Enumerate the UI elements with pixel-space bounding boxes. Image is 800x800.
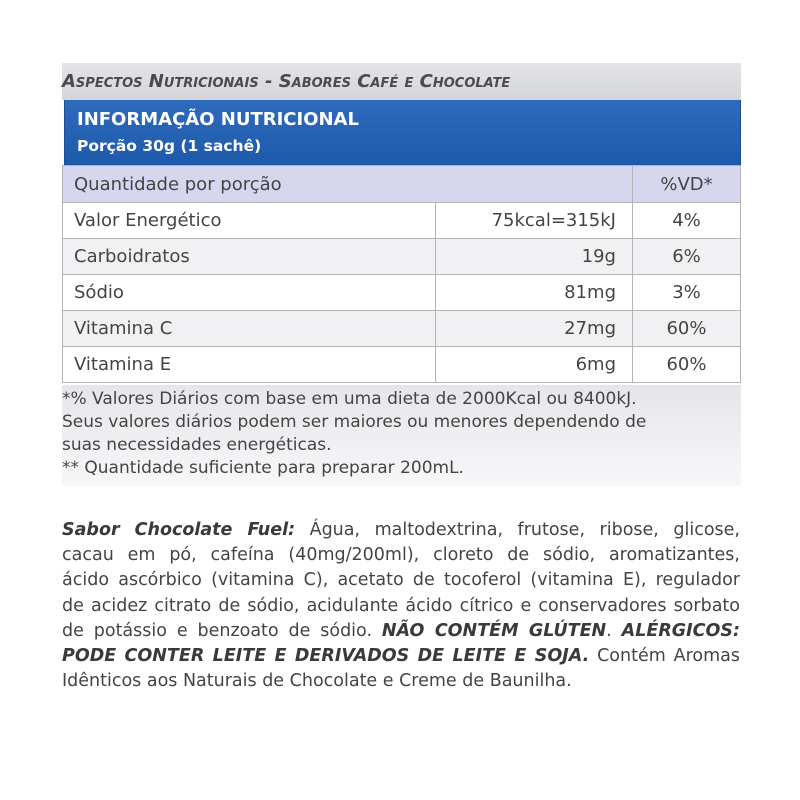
row-vd: 60%	[633, 347, 741, 383]
ingredients-text: .	[606, 620, 622, 641]
section-title-bar	[62, 63, 741, 100]
ingredients-text: Contém Aromas	[589, 645, 740, 666]
row-name: Vitamina E	[63, 347, 436, 383]
row-name: Valor Energético	[63, 203, 436, 239]
nutrition-header	[64, 100, 741, 165]
ingredients-line	[62, 518, 740, 543]
nutrition-header-title: INFORMAÇÃO NUTRICIONAL	[77, 109, 359, 130]
header-vd-label: %VD*	[633, 166, 741, 203]
row-quantity: 27mg	[436, 311, 633, 347]
table-row	[63, 347, 741, 383]
row-name: Carboidratos	[63, 239, 436, 275]
table-row	[63, 239, 741, 275]
table-row	[63, 203, 741, 239]
table-header-row	[63, 166, 741, 203]
ingredients-line: cacau em pó, cafeína (40mg/200ml), cloreto de sódio, aromatizantes,	[62, 545, 740, 566]
header-quantity-label: Quantidade por porção	[63, 166, 633, 203]
footnote-line: suas necessidades energéticas.	[62, 435, 332, 455]
nutrition-table	[62, 165, 741, 383]
gluten-warning: NÃO CONTÉM GLÚTEN	[381, 620, 607, 641]
allergen-warning-label: ALÉRGICOS:	[621, 620, 740, 641]
row-quantity: 75kcal=315kJ	[436, 203, 633, 239]
ingredients-line: Idênticos aos Naturais de Chocolate e Creme de Baunilha.	[62, 671, 572, 692]
section-title: Aspectos Nutricionais - Sabores Café e Chocolate	[62, 71, 511, 92]
ingredients-label: Sabor Chocolate Fuel:	[62, 520, 296, 540]
ingredients-line: de acidez citrato de sódio, acidulante ácido cítrico e conservadores sorbato	[62, 595, 740, 616]
ingredients-text: Água, maltodextrina, frutose, ribose, glicose,	[295, 520, 740, 540]
row-name: Sódio	[63, 275, 436, 311]
footnote-box	[62, 385, 741, 486]
row-vd: 4%	[633, 203, 741, 239]
ingredients-line	[62, 644, 740, 669]
ingredients-text: de potássio e benzoato de sódio.	[62, 620, 382, 641]
row-quantity: 81mg	[436, 275, 633, 311]
ingredients-line: ácido ascórbico (vitamina C), acetato de tocoferol (vitamina E), regulador	[62, 570, 740, 591]
ingredients-paragraph	[62, 518, 740, 694]
footnote-line: *% Valores Diários com base em uma dieta de 2000Kcal ou 8400kJ.	[62, 389, 637, 409]
footnote-line: Seus valores diários podem ser maiores ou menores dependendo de	[62, 412, 647, 432]
row-vd: 6%	[633, 239, 741, 275]
row-vd: 60%	[633, 311, 741, 347]
ingredients-line	[62, 619, 740, 644]
table-row	[63, 311, 741, 347]
allergen-warning: PODE CONTER LEITE E DERIVADOS DE LEITE E SOJA.	[62, 645, 590, 666]
nutrition-portion: Porção 30g (1 sachê)	[77, 137, 262, 155]
footnote-line: ** Quantidade suficiente para preparar 200mL.	[62, 458, 464, 478]
row-vd: 3%	[633, 275, 741, 311]
row-quantity: 19g	[436, 239, 633, 275]
row-quantity: 6mg	[436, 347, 633, 383]
table-row	[63, 275, 741, 311]
row-name: Vitamina C	[63, 311, 436, 347]
